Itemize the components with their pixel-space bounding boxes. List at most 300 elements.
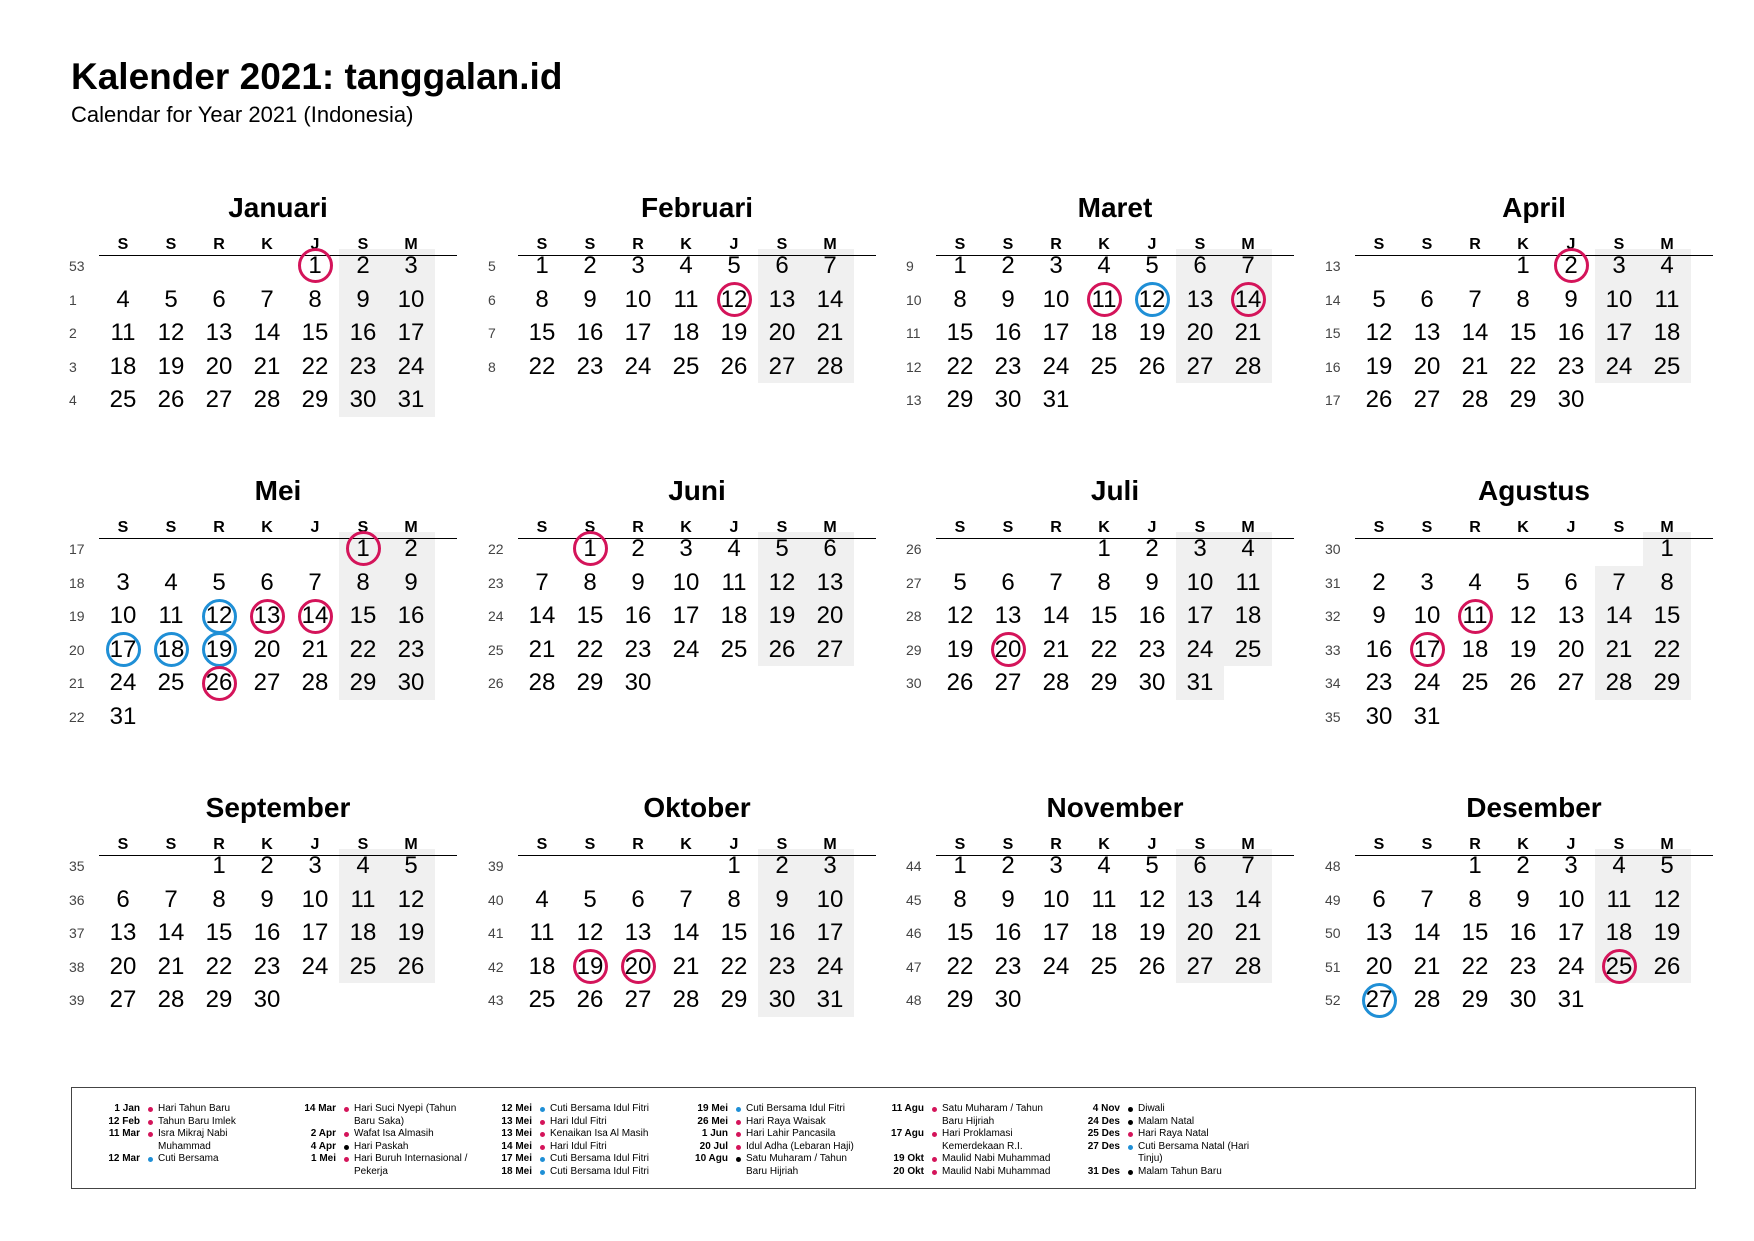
day-cell: 3 [1193, 535, 1207, 562]
day-cell: 14 [672, 919, 700, 947]
day-cell: 13 [1557, 602, 1585, 630]
day-cell: 17 [1042, 919, 1070, 947]
month-name: Desember [1466, 792, 1602, 823]
day-cell: 19 [1138, 919, 1166, 947]
weekday-label: S [954, 519, 966, 536]
legend-date: 27 Des [1087, 1140, 1120, 1152]
week-number: 49 [1325, 891, 1341, 908]
day-cell: 28 [1605, 669, 1633, 697]
legend-date: 12 Feb [108, 1115, 140, 1127]
day-cell: 25 [349, 952, 377, 980]
day-cell: 26 [576, 986, 604, 1014]
legend-text [942, 1103, 1069, 1128]
day-cell: 29 [1509, 386, 1537, 414]
day-cell: 10 [1186, 568, 1214, 596]
day-cell: 21 [301, 635, 329, 663]
legend-dot-icon [736, 1132, 741, 1137]
weekday-label: S [1002, 836, 1014, 853]
day-cell: 20 [1557, 635, 1585, 663]
day-cell: 29 [349, 669, 377, 697]
day-cell: 24 [397, 352, 425, 380]
weekday-label: J [1147, 519, 1157, 536]
legend-dot-icon [736, 1157, 741, 1162]
day-cell: 27 [624, 986, 652, 1014]
day-cell: 10 [109, 602, 137, 630]
week-number: 23 [488, 574, 504, 591]
day-cell: 25 [528, 986, 556, 1014]
day-cell: 19 [720, 319, 748, 347]
day-cell: 22 [528, 352, 556, 380]
legend-text-line: Baru Hijriah [746, 1165, 799, 1177]
weekday-label: R [213, 836, 225, 853]
weekday-label: R [632, 519, 644, 536]
legend-entry [678, 1128, 873, 1141]
day-cell: 11 [1091, 285, 1117, 313]
legend-entry [90, 1103, 285, 1116]
day-cell: 6 [116, 885, 130, 913]
day-cell: 25 [1653, 352, 1681, 380]
day-cell: 24 [1042, 952, 1070, 980]
legend-text [550, 1128, 677, 1141]
day-cell: 23 [994, 352, 1022, 380]
legend-entry [1070, 1166, 1265, 1179]
day-cell: 20 [624, 952, 652, 980]
day-cell: 13 [816, 568, 844, 596]
month-juli [906, 474, 1298, 754]
legend-date: 19 Okt [893, 1153, 924, 1165]
day-cell: 21 [672, 952, 700, 980]
day-cell: 27 [109, 986, 137, 1014]
legend-text [550, 1103, 677, 1116]
legend-dot-icon [1128, 1107, 1133, 1112]
day-cell: 9 [260, 885, 274, 913]
weekday-label: M [1660, 836, 1674, 853]
day-cell: 6 [823, 535, 837, 562]
weekday-label: S [1421, 236, 1433, 253]
legend-text-line: Malam Natal [1138, 1115, 1195, 1127]
day-cell: 22 [1509, 352, 1537, 380]
week-number: 4 [69, 392, 77, 409]
day-cell: 28 [672, 986, 700, 1014]
day-cell: 19 [576, 952, 604, 980]
day-cell: 7 [308, 568, 322, 596]
day-cell: 30 [768, 986, 796, 1014]
day-cell: 17 [1605, 319, 1633, 347]
day-cell: 18 [157, 635, 185, 663]
weekday-label: S [1194, 519, 1206, 536]
legend-text-line: Idul Adha (Lebaran Haji) [746, 1140, 854, 1152]
month-name: Februari [640, 192, 754, 223]
day-cell: 19 [1365, 352, 1393, 380]
day-cell: 28 [1461, 386, 1489, 414]
week-number: 8 [488, 358, 496, 375]
day-cell: 16 [768, 919, 796, 947]
month-name: Mei [254, 475, 302, 506]
legend-text [550, 1153, 677, 1166]
weekday-label: S [536, 836, 548, 853]
legend-text-line: Cuti Bersama [158, 1153, 219, 1165]
day-cell: 10 [1413, 602, 1441, 630]
day-cell: 9 [404, 568, 418, 596]
day-cell: 1 [212, 852, 226, 879]
day-cell: 21 [157, 952, 185, 980]
day-cell: 16 [1138, 602, 1166, 630]
day-cell: 18 [1461, 635, 1489, 663]
day-cell: 26 [1138, 352, 1166, 380]
day-cell: 14 [157, 919, 185, 947]
day-cell: 3 [823, 852, 837, 879]
day-cell: 26 [1509, 669, 1537, 697]
month-name: Juni [668, 475, 726, 506]
day-cell: 24 [1413, 669, 1441, 697]
legend-dot-icon [1128, 1170, 1133, 1175]
day-cell: 11 [1654, 285, 1680, 313]
day-cell: 2 [1516, 852, 1530, 879]
day-cell: 29 [205, 986, 233, 1014]
day-cell: 3 [404, 252, 418, 279]
day-cell: 11 [1091, 885, 1117, 913]
month-name: November [1046, 792, 1184, 823]
legend-text [942, 1153, 1069, 1166]
day-cell: 27 [253, 669, 281, 697]
day-cell: 30 [253, 986, 281, 1014]
day-cell: 8 [535, 285, 549, 313]
weekday-label: S [357, 519, 369, 536]
legend-text-line: Hari Tahun Baru [158, 1103, 231, 1114]
day-cell: 14 [1461, 319, 1489, 347]
day-cell: 13 [1365, 919, 1393, 947]
day-cell: 21 [253, 352, 281, 380]
day-cell: 12 [1509, 602, 1537, 630]
legend-text [354, 1128, 481, 1141]
day-cell: 1 [953, 252, 967, 279]
day-cell: 30 [1138, 669, 1166, 697]
weekday-label: S [165, 519, 177, 536]
week-number: 51 [1325, 958, 1341, 975]
month-januari [69, 191, 461, 471]
month-februari [488, 191, 880, 471]
day-cell: 15 [946, 919, 974, 947]
day-cell: 25 [672, 352, 700, 380]
legend-text-line: Maulid Nabi Muhammad [942, 1165, 1051, 1177]
legend-text [354, 1153, 481, 1178]
day-cell: 29 [1461, 986, 1489, 1014]
week-number: 53 [69, 258, 85, 274]
month-desember [1325, 791, 1717, 1071]
legend-text [158, 1128, 285, 1153]
weekday-label: S [1613, 236, 1625, 253]
day-cell: 24 [672, 635, 700, 663]
week-number: 35 [1325, 709, 1341, 725]
day-cell: 25 [157, 669, 185, 697]
week-number: 48 [1325, 858, 1341, 874]
legend-entry [1070, 1116, 1265, 1129]
day-cell: 28 [1413, 986, 1441, 1014]
legend-date: 20 Jul [699, 1140, 728, 1152]
day-cell: 27 [1365, 986, 1393, 1014]
week-number: 24 [488, 608, 504, 625]
day-cell: 5 [212, 568, 226, 596]
day-cell: 8 [356, 568, 370, 596]
weekday-label: S [1421, 519, 1433, 536]
legend-text-line: Cuti Bersama Idul Fitri [550, 1153, 649, 1165]
day-cell: 17 [397, 319, 425, 347]
legend-dot-icon [148, 1107, 153, 1112]
day-cell: 1 [1097, 535, 1111, 562]
day-cell: 18 [720, 602, 748, 630]
weekday-label: S [536, 236, 548, 253]
legend-text [746, 1153, 873, 1178]
week-number: 20 [69, 641, 85, 658]
legend-text [942, 1166, 1069, 1179]
day-cell: 12 [1138, 885, 1166, 913]
legend-entry [1070, 1103, 1265, 1116]
week-number: 33 [1325, 641, 1341, 658]
legend-entry [90, 1153, 285, 1166]
legend-entry [482, 1141, 677, 1154]
day-cell: 30 [397, 669, 425, 697]
legend-date: 26 Mei [697, 1115, 728, 1127]
weekday-label: S [357, 836, 369, 853]
day-cell: 2 [1001, 852, 1015, 879]
day-cell: 9 [631, 568, 645, 596]
weekday-label: S [165, 836, 177, 853]
day-cell: 14 [816, 285, 844, 313]
legend-text-line: Satu Muharam / Tahun [746, 1153, 847, 1165]
weekday-label: S [584, 236, 596, 253]
weekday-label: S [776, 236, 788, 253]
legend-date: 11 Mar [108, 1128, 140, 1140]
legend-dot-icon [736, 1107, 741, 1112]
day-cell: 2 [1145, 535, 1159, 562]
weekday-label: R [1050, 236, 1062, 253]
day-cell: 19 [397, 919, 425, 947]
weekday-label: K [1517, 236, 1529, 253]
legend-date: 4 Apr [310, 1140, 336, 1152]
day-cell: 7 [1049, 568, 1063, 596]
day-cell: 8 [308, 285, 322, 313]
day-cell: 14 [1413, 919, 1441, 947]
legend-date: 12 Mei [501, 1103, 532, 1114]
legend-column [90, 1103, 285, 1166]
weekday-label: S [1373, 836, 1385, 853]
week-number: 38 [69, 958, 85, 975]
legend-dot-icon [932, 1132, 937, 1137]
legend-date: 19 Mei [697, 1103, 728, 1114]
legend-date: 12 Mar [108, 1153, 140, 1165]
week-number: 30 [1325, 541, 1341, 557]
day-cell: 20 [994, 635, 1022, 663]
legend-dot-icon [736, 1145, 741, 1150]
day-cell: 27 [1186, 952, 1214, 980]
weekday-label: S [1194, 836, 1206, 853]
day-cell: 13 [994, 602, 1022, 630]
legend-entry [874, 1166, 1069, 1179]
day-cell: 16 [397, 602, 425, 630]
legend-dot-icon [148, 1120, 153, 1125]
weekday-label: S [1613, 836, 1625, 853]
weekday-label: M [1241, 236, 1255, 253]
legend-text [746, 1128, 873, 1141]
day-cell: 14 [1042, 602, 1070, 630]
weekday-label: S [584, 836, 596, 853]
day-cell: 23 [397, 635, 425, 663]
week-number: 3 [69, 358, 77, 375]
week-number: 5 [488, 258, 496, 274]
day-cell: 23 [1509, 952, 1537, 980]
weekday-label: J [729, 519, 739, 536]
day-cell: 2 [1372, 568, 1386, 596]
weekday-label: M [404, 236, 418, 253]
day-cell: 10 [1605, 285, 1633, 313]
day-cell: 11 [1235, 568, 1261, 596]
day-cell: 14 [528, 602, 556, 630]
day-cell: 23 [1557, 352, 1585, 380]
day-cell: 1 [308, 252, 322, 279]
day-cell: 8 [727, 885, 741, 913]
day-cell: 20 [1186, 319, 1214, 347]
weekday-label: M [1660, 519, 1674, 536]
week-number: 14 [1325, 291, 1341, 308]
day-cell: 12 [205, 602, 233, 630]
day-cell: 5 [775, 535, 789, 562]
day-cell: 3 [116, 568, 130, 596]
week-number: 22 [488, 541, 504, 557]
weekday-label: S [954, 236, 966, 253]
day-cell: 20 [109, 952, 137, 980]
week-number: 11 [906, 325, 921, 342]
day-cell: 25 [109, 386, 137, 414]
day-cell: 15 [576, 602, 604, 630]
day-cell: 31 [397, 386, 425, 414]
legend-entry [874, 1128, 1069, 1153]
day-cell: 18 [349, 919, 377, 947]
day-cell: 30 [994, 986, 1022, 1014]
day-cell: 8 [1097, 568, 1111, 596]
day-cell: 1 [535, 252, 549, 279]
day-cell: 10 [1042, 285, 1070, 313]
day-cell: 6 [1372, 885, 1386, 913]
weekday-label: K [261, 236, 273, 253]
week-number: 19 [69, 608, 85, 625]
weekday-label: K [680, 519, 692, 536]
day-cell: 16 [1509, 919, 1537, 947]
day-cell: 5 [583, 885, 597, 913]
day-cell: 5 [1516, 568, 1530, 596]
day-cell: 31 [1413, 703, 1441, 730]
day-cell: 6 [1193, 252, 1207, 279]
legend-column [874, 1103, 1069, 1179]
weekday-label: J [1566, 519, 1576, 536]
day-cell: 14 [1234, 885, 1262, 913]
day-cell: 18 [1090, 919, 1118, 947]
day-cell: 9 [1001, 285, 1015, 313]
legend-text-line: Kemerdekaan R.I. [942, 1140, 1023, 1152]
day-cell: 27 [1557, 669, 1585, 697]
day-cell: 25 [1090, 352, 1118, 380]
day-cell: 11 [158, 602, 184, 630]
day-cell: 22 [1090, 635, 1118, 663]
legend-date: 24 Des [1087, 1115, 1120, 1127]
weekday-label: R [632, 836, 644, 853]
day-cell: 31 [1557, 986, 1585, 1014]
day-cell: 10 [397, 285, 425, 313]
week-number: 26 [906, 541, 922, 557]
legend-date: 10 Agu [695, 1153, 728, 1165]
day-cell: 21 [1042, 635, 1070, 663]
day-cell: 22 [720, 952, 748, 980]
day-cell: 28 [816, 352, 844, 380]
day-cell: 1 [953, 852, 967, 879]
day-cell: 30 [1557, 386, 1585, 414]
weekday-label: S [117, 236, 129, 253]
weekday-label: K [1517, 519, 1529, 536]
week-number: 39 [488, 858, 504, 874]
day-cell: 16 [994, 319, 1022, 347]
day-cell: 12 [720, 285, 748, 313]
legend-dot-icon [148, 1132, 153, 1137]
weekday-label: S [1002, 519, 1014, 536]
week-number: 15 [1325, 325, 1341, 342]
day-cell: 2 [1001, 252, 1015, 279]
week-number: 52 [1325, 992, 1341, 1009]
legend-text-line: Cuti Bersama Idul Fitri [550, 1165, 649, 1177]
day-cell: 8 [1468, 885, 1482, 913]
legend-column [286, 1103, 481, 1179]
legend-text [158, 1103, 285, 1116]
weekday-label: J [729, 236, 739, 253]
day-cell: 9 [775, 885, 789, 913]
day-cell: 11 [673, 285, 699, 313]
day-cell: 25 [1461, 669, 1489, 697]
legend-text-line: Diwali [1138, 1103, 1165, 1114]
week-number: 21 [69, 675, 85, 692]
day-cell: 30 [1509, 986, 1537, 1014]
day-cell: 13 [1186, 885, 1214, 913]
legend-text-line: Tahun Baru Imlek [158, 1115, 236, 1127]
weekday-label: M [823, 836, 837, 853]
day-cell: 24 [816, 952, 844, 980]
legend-dot-icon [540, 1145, 545, 1150]
week-number: 22 [69, 709, 85, 725]
weekday-label: J [310, 236, 320, 253]
day-cell: 24 [301, 952, 329, 980]
day-cell: 25 [1090, 952, 1118, 980]
day-cell: 4 [164, 568, 178, 596]
legend-dot-icon [148, 1157, 153, 1162]
day-cell: 5 [1372, 285, 1386, 313]
legend-date: 17 Agu [891, 1128, 924, 1140]
day-cell: 5 [164, 285, 178, 313]
legend-dot-icon [344, 1157, 349, 1162]
day-cell: 17 [1042, 319, 1070, 347]
legend-column [482, 1103, 677, 1179]
day-cell: 17 [816, 919, 844, 947]
legend-date: 31 Des [1087, 1165, 1120, 1177]
weekday-label: J [1566, 236, 1576, 253]
legend-entry [482, 1103, 677, 1116]
day-cell: 19 [946, 635, 974, 663]
month-september [69, 791, 461, 1071]
weekday-label: S [165, 236, 177, 253]
day-cell: 18 [1653, 319, 1681, 347]
legend-dot-icon [540, 1107, 545, 1112]
day-cell: 28 [1234, 952, 1262, 980]
day-cell: 5 [1660, 852, 1674, 879]
day-cell: 14 [1234, 285, 1262, 313]
day-cell: 10 [624, 285, 652, 313]
legend-text [158, 1116, 285, 1129]
